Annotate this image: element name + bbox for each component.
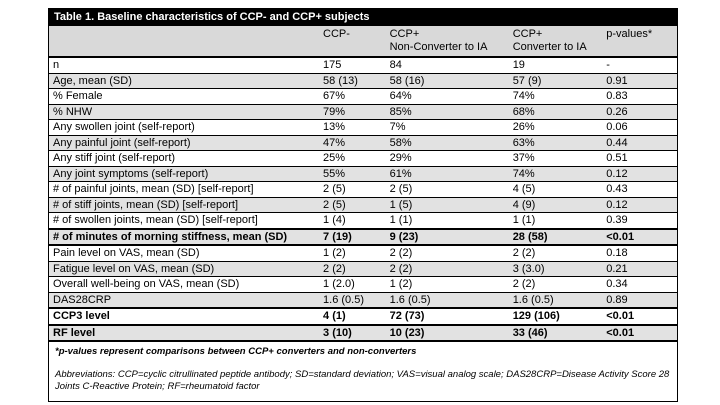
table-row — [49, 308, 677, 325]
row-value: 57 (9) — [512, 74, 542, 87]
row-value: 28 (58) — [512, 230, 548, 243]
row-label: CCP3 level — [53, 310, 110, 322]
row-value: 74% — [512, 90, 535, 102]
footnote-abbreviations: Abbreviations: CCP=cyclic citrullinated peptide antibody; SD=standard deviation; VAS=visual analog scale; DAS28CRP=Disease Activity Score 28 Joints C-Reactive Protein; RF=rheumatoid factor — [55, 369, 670, 392]
row-label: Overall well-being on VAS, mean (SD) — [53, 278, 240, 290]
row-value: 84 — [389, 59, 402, 71]
row-value: <0.01 — [606, 326, 635, 339]
row-value: 0.26 — [606, 105, 628, 118]
row-value: 7 (19) — [323, 230, 352, 243]
baseline-characteristics-table — [48, 8, 678, 402]
row-value: 0.51 — [606, 152, 628, 164]
row-label: # of stiff joints, mean (SD) [self-report] — [53, 198, 239, 211]
row-value: 1.6 (0.5) — [389, 293, 431, 306]
row-value: 129 (106) — [512, 310, 560, 322]
row-value: 2 (5) — [323, 198, 346, 211]
row-value: 2 (5) — [389, 183, 413, 195]
row-value: 2 (2) — [323, 262, 346, 275]
row-label: Fatigue level on VAS, mean (SD) — [53, 262, 215, 275]
row-value: 85% — [389, 105, 412, 118]
row-value: 58 (16) — [389, 74, 425, 87]
row-value: 0.18 — [606, 247, 628, 259]
row-value: 68% — [512, 105, 535, 118]
row-label: Pain level on VAS, mean (SD) — [53, 247, 200, 259]
row-value: 0.34 — [606, 278, 628, 290]
table-row — [49, 151, 677, 167]
row-value: 1.6 (0.5) — [512, 293, 554, 306]
column-header-ccp-negative: CCP- — [319, 26, 386, 57]
row-value: 29% — [389, 152, 412, 164]
row-value: 67% — [323, 90, 346, 102]
table-row — [49, 57, 677, 73]
row-value: 72 (73) — [389, 310, 425, 322]
column-header-ccp-positive-converter: CCP+ Converter to IA — [509, 26, 603, 57]
row-value: <0.01 — [606, 230, 635, 243]
table-row — [49, 292, 677, 308]
row-value: 3 (3.0) — [512, 262, 545, 275]
table-row — [49, 213, 677, 229]
data-table — [49, 26, 677, 342]
table-body — [49, 57, 677, 341]
row-value: 4 (5) — [512, 183, 536, 195]
row-label: Any swollen joint (self-report) — [53, 121, 195, 133]
row-label: # of swollen joints, mean (SD) [self-report] — [53, 214, 258, 226]
row-value: 0.44 — [606, 136, 628, 149]
table-row — [49, 104, 677, 120]
table-row — [49, 325, 677, 342]
table-row — [49, 73, 677, 89]
row-value: 2 (2) — [512, 247, 536, 259]
row-value: 63% — [512, 136, 535, 149]
row-value: 9 (23) — [389, 230, 419, 243]
row-value: 2 (2) — [512, 278, 536, 290]
table-row — [49, 166, 677, 182]
row-label: Any stiff joint (self-report) — [53, 152, 176, 164]
row-value: 64% — [389, 90, 412, 102]
table-row — [49, 89, 677, 105]
row-value: <0.01 — [606, 310, 635, 322]
table-row — [49, 261, 677, 277]
column-header-ccp-positive-nonconverter: CCP+ Non-Converter to IA — [386, 26, 509, 57]
row-value: 1 (2.0) — [323, 278, 355, 290]
row-value: 3 (10) — [323, 326, 352, 339]
row-label: # of painful joints, mean (SD) [self-report] — [53, 183, 254, 195]
row-value: 1 (2) — [323, 247, 346, 259]
table-title: Table 1. Baseline characteristics of CCP- and CCP+ subjects — [49, 9, 677, 26]
row-value: 0.89 — [606, 293, 628, 306]
table-row — [49, 229, 677, 246]
row-value: 4 (1) — [323, 310, 346, 322]
table-row — [49, 135, 677, 151]
row-value: 2 (2) — [389, 247, 413, 259]
row-value: 0.39 — [606, 214, 628, 226]
row-value: 1 (4) — [323, 214, 346, 226]
row-value: 2 (5) — [323, 183, 346, 195]
row-value: 25% — [323, 152, 346, 164]
row-value: 2 (2) — [389, 262, 413, 275]
row-value: 4 (9) — [512, 198, 536, 211]
column-header-p-values: p-values* — [602, 26, 677, 57]
row-value: 1 (2) — [389, 278, 413, 290]
row-value: 1 (1) — [389, 214, 413, 226]
row-value: 37% — [512, 152, 535, 164]
row-value: 1 (5) — [389, 198, 413, 211]
row-value: 79% — [323, 105, 346, 118]
table-row — [49, 245, 677, 261]
row-label: # of minutes of morning stiffness, mean (SD) — [53, 230, 288, 243]
row-value: 0.91 — [606, 74, 628, 87]
table-row — [49, 277, 677, 293]
column-header-label — [49, 26, 319, 57]
row-value: 61% — [389, 167, 412, 180]
table-row — [49, 120, 677, 136]
row-value: 10 (23) — [389, 326, 425, 339]
table-footnotes — [49, 342, 677, 401]
row-value: 47% — [323, 136, 346, 149]
row-label: Age, mean (SD) — [53, 74, 132, 87]
row-value: 0.12 — [606, 167, 628, 180]
row-label: Any joint symptoms (self-report) — [53, 167, 209, 180]
row-value: 74% — [512, 167, 535, 180]
row-label: RF level — [53, 326, 96, 339]
row-label: Any painful joint (self-report) — [53, 136, 191, 149]
header-row — [49, 26, 677, 57]
row-value: 33 (46) — [512, 326, 548, 339]
row-value: 55% — [323, 167, 346, 180]
row-value: 7% — [389, 121, 406, 133]
row-value: 1 (1) — [512, 214, 536, 226]
row-value: 0.83 — [606, 90, 628, 102]
table-row — [49, 197, 677, 213]
table-row — [49, 182, 677, 198]
row-label: DAS28CRP — [53, 293, 112, 306]
row-value: 1.6 (0.5) — [323, 293, 365, 306]
row-value: 0.12 — [606, 198, 628, 211]
row-value: 58 (13) — [323, 74, 358, 87]
row-value: 0.43 — [606, 183, 628, 195]
row-value: 0.06 — [606, 121, 628, 133]
row-value: 0.21 — [606, 262, 628, 275]
row-label: n — [53, 59, 60, 71]
row-label: % Female — [53, 90, 103, 102]
row-value: 26% — [512, 121, 535, 133]
row-value: 58% — [389, 136, 412, 149]
row-value: 13% — [323, 121, 346, 133]
row-label: % NHW — [53, 105, 93, 118]
footnote-pvalues: *p-values represent comparisons between CCP+ converters and non-converters — [55, 346, 417, 357]
row-value: 175 — [323, 59, 342, 71]
row-value: 19 — [512, 59, 525, 71]
row-value: - — [606, 59, 610, 71]
